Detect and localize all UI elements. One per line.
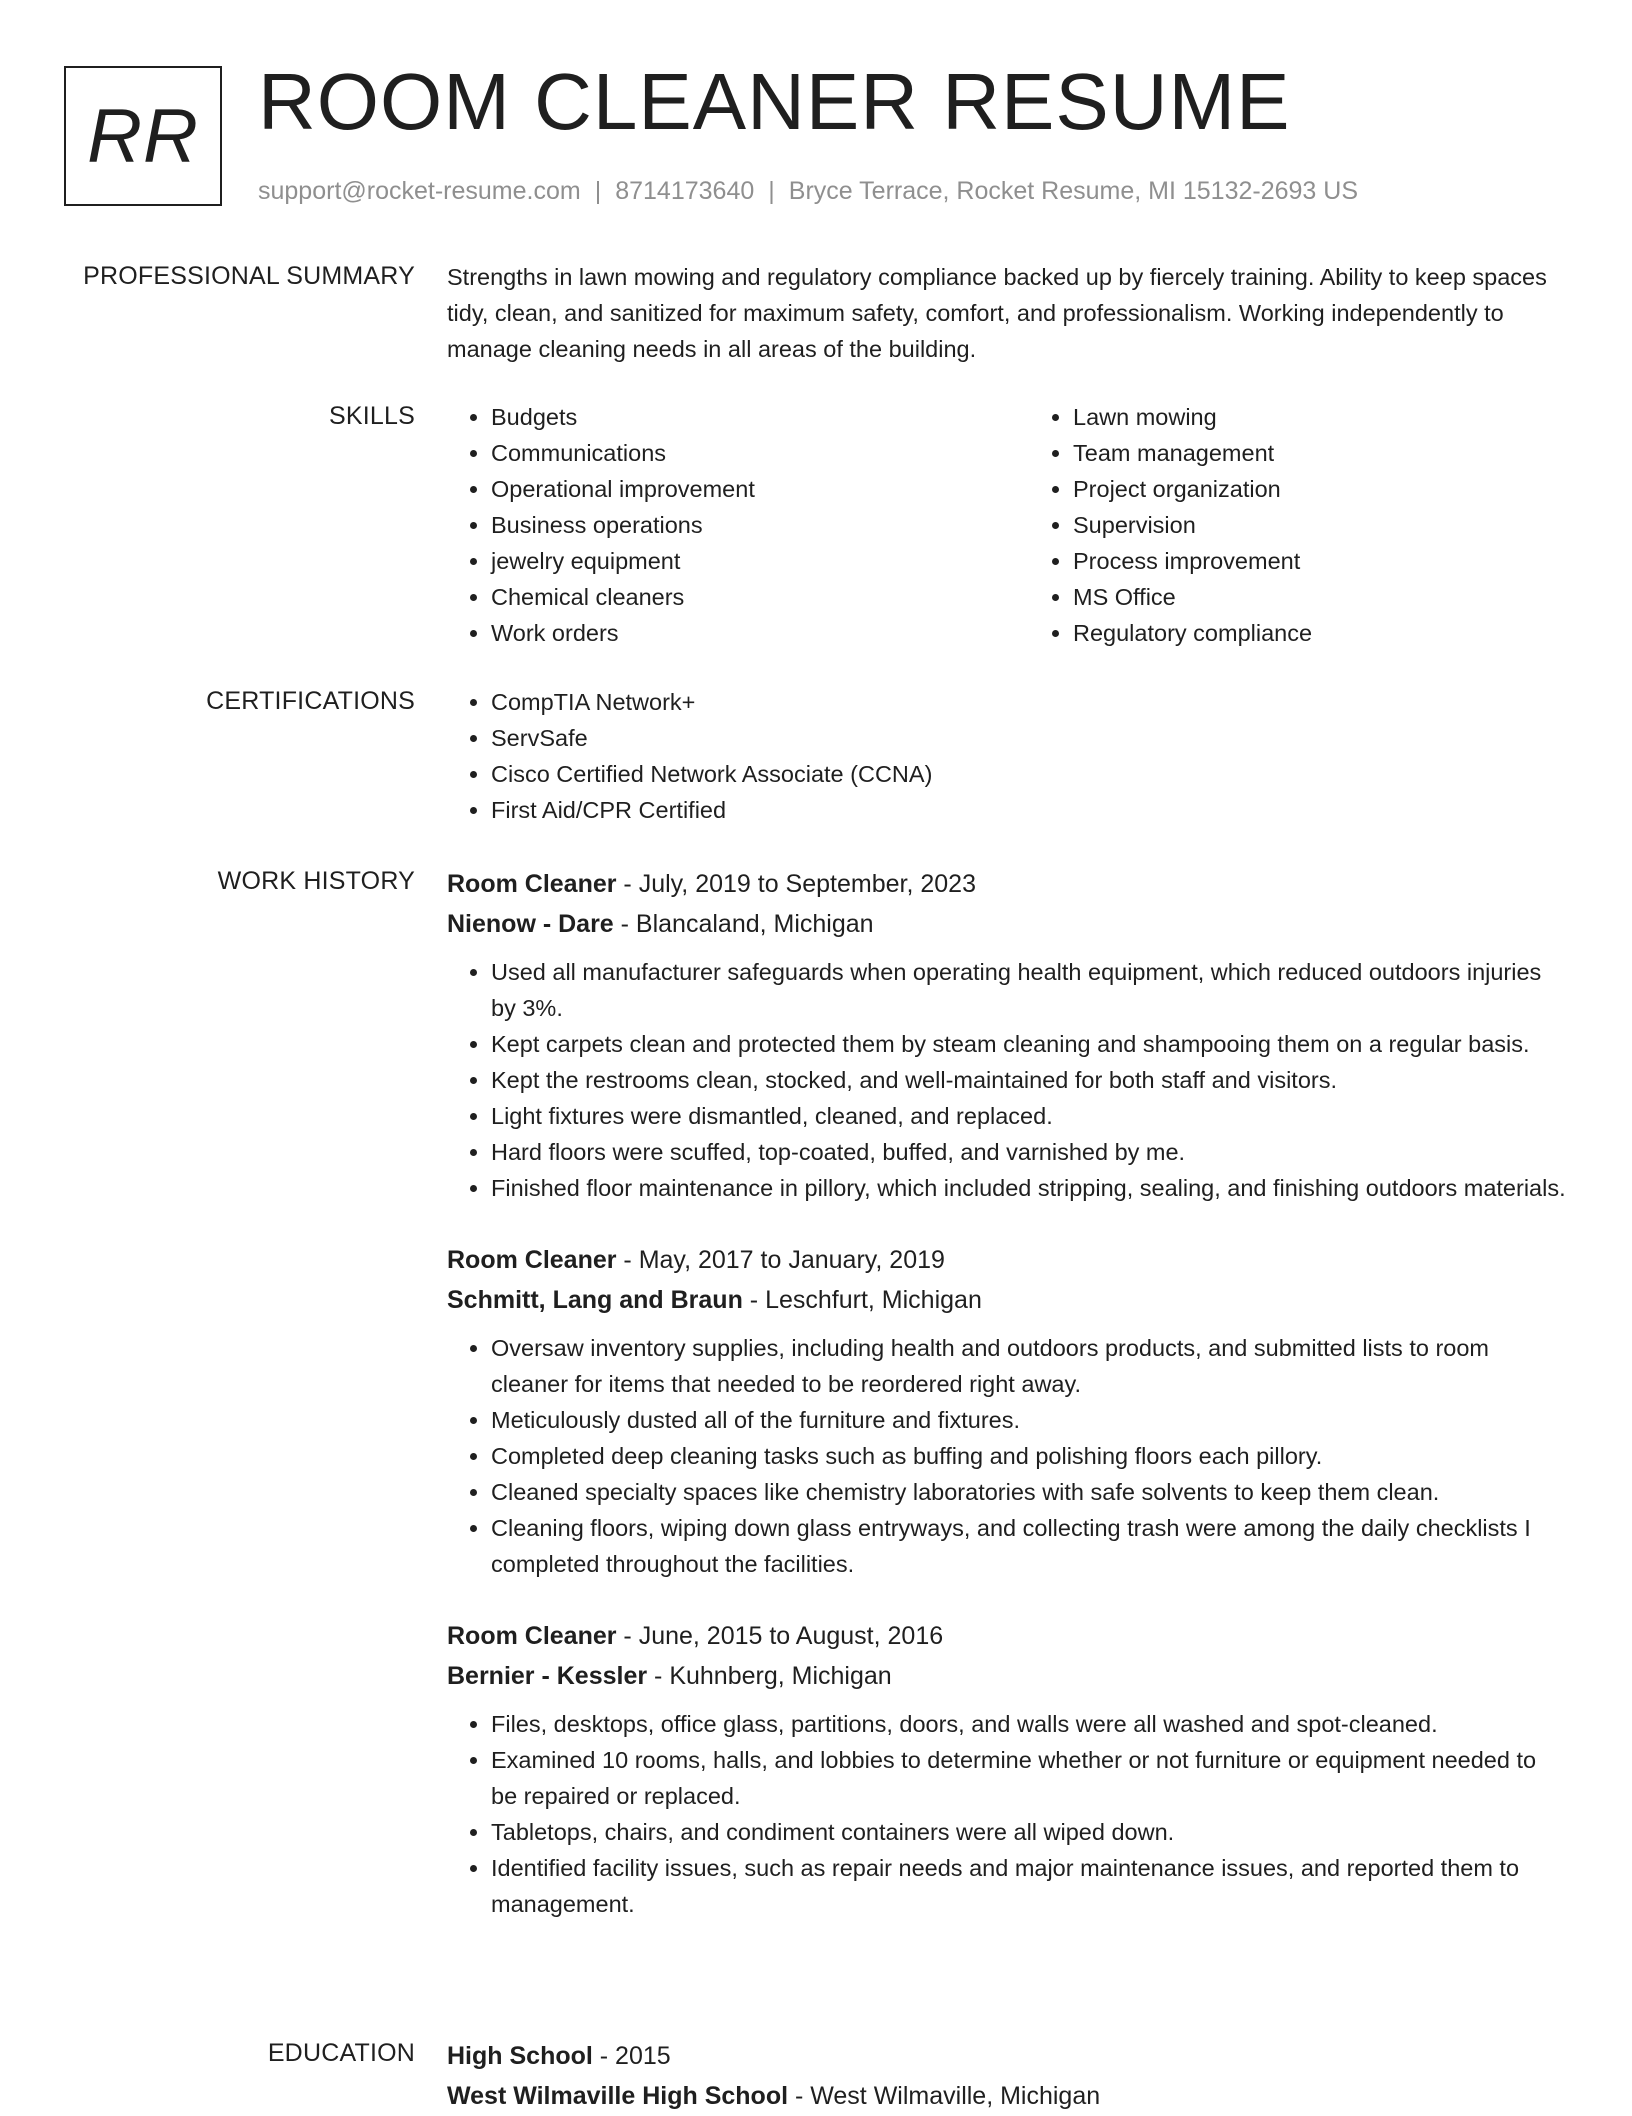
- skills-columns: [447, 399, 1567, 651]
- section-label: WORK HISTORY: [217, 867, 415, 895]
- contact-address: Bryce Terrace, Rocket Resume, MI 15132-2693 US: [788, 177, 1359, 205]
- job-bullets: [447, 1330, 1567, 1582]
- list-item: • Finished floor maintenance in pillory, which included stripping, sealing, and finishing outdoors materials.: [491, 1170, 1567, 1206]
- job-entry: [447, 1240, 1567, 1582]
- job-bullets: [447, 1706, 1567, 1922]
- list-item: • Operational improvement: [491, 471, 985, 507]
- list-item: • Cleaned specialty spaces like chemistry laboratories with safe solvents to keep them clean.: [491, 1474, 1567, 1510]
- list-item: • Chemical cleaners: [491, 579, 985, 615]
- list-item: • Communications: [491, 435, 985, 471]
- job-employer-line: [447, 904, 1567, 944]
- list-item: • Work orders: [491, 615, 985, 651]
- list-item: • Regulatory compliance: [1073, 615, 1567, 651]
- job-title-line: [447, 1240, 1567, 1280]
- job-employer: Schmitt, Lang and Braun: [447, 1286, 743, 1314]
- job-title-line: [447, 1616, 1567, 1656]
- list-item: • Cleaning floors, wiping down glass entryways, and collecting trash were among the daily checklists I completed throughout the facilities.: [491, 1510, 1567, 1582]
- list-item: • Tabletops, chairs, and condiment containers were all wiped down.: [491, 1814, 1567, 1850]
- list-item: • Budgets: [491, 399, 985, 435]
- job-title: Room Cleaner: [447, 1622, 617, 1650]
- education-school: West Wilmaville High School: [447, 2082, 789, 2110]
- list-item: • Light fixtures were dismantled, cleaned, and replaced.: [491, 1098, 1567, 1134]
- job-entry: [447, 1616, 1567, 1922]
- education-year: - 2015: [592, 2042, 671, 2070]
- list-item: • jewelry equipment: [491, 543, 985, 579]
- education-body: [447, 2036, 1567, 2116]
- list-item: • Lawn mowing: [1073, 399, 1567, 435]
- initials-monogram: RR: [64, 66, 222, 206]
- contact-line: [258, 176, 1358, 206]
- certifications-list: [447, 684, 1567, 828]
- education-degree-line: [447, 2036, 1567, 2076]
- list-item: • Examined 10 rooms, halls, and lobbies to determine whether or not furniture or equipment needed to be repaired or replaced.: [491, 1742, 1567, 1814]
- job-title-line: [447, 864, 1567, 904]
- list-item: • Identified facility issues, such as repair needs and major maintenance issues, and reported them to management.: [491, 1850, 1567, 1922]
- job-dates: - May, 2017 to January, 2019: [616, 1246, 945, 1274]
- job-employer-line: [447, 1280, 1567, 1320]
- list-item: • Oversaw inventory supplies, including health and outdoors products, and submitted lists to room cleaner for items that needed to be reordered right away.: [491, 1330, 1567, 1402]
- contact-separator: |: [768, 177, 775, 205]
- certifications-body: [447, 684, 1567, 828]
- section-label: SKILLS: [329, 402, 415, 430]
- list-item: • First Aid/CPR Certified: [491, 792, 1567, 828]
- list-item: • Hard floors were scuffed, top-coated, buffed, and varnished by me.: [491, 1134, 1567, 1170]
- list-item: • Supervision: [1073, 507, 1567, 543]
- list-item: • Cisco Certified Network Associate (CCNA): [491, 756, 1567, 792]
- list-item: • Business operations: [491, 507, 985, 543]
- list-item: • Kept the restrooms clean, stocked, and well-maintained for both staff and visitors.: [491, 1062, 1567, 1098]
- job-location: - Blancaland, Michigan: [613, 910, 874, 938]
- resume-title: ROOM CLEANER RESUME: [258, 57, 1291, 146]
- job-employer: Nienow - Dare: [447, 910, 614, 938]
- job-employer-line: [447, 1656, 1567, 1696]
- skills-list-right: [1029, 399, 1567, 651]
- list-item: • MS Office: [1073, 579, 1567, 615]
- list-item: • Files, desktops, office glass, partitions, doors, and walls were all washed and spot-cleaned.: [491, 1706, 1567, 1742]
- work-history-body: [447, 864, 1567, 1922]
- job-title: Room Cleaner: [447, 1246, 617, 1274]
- job-title: Room Cleaner: [447, 870, 617, 898]
- education-degree: High School: [447, 2042, 593, 2070]
- contact-email[interactable]: support@rocket-resume.com: [258, 177, 581, 205]
- list-item: • Project organization: [1073, 471, 1567, 507]
- skills-list-left: [447, 399, 985, 651]
- job-bullets: [447, 954, 1567, 1206]
- contact-phone[interactable]: 8714173640: [615, 177, 755, 205]
- list-item: • Kept carpets clean and protected them by steam cleaning and shampooing them on a regular basis.: [491, 1026, 1567, 1062]
- list-item: • Process improvement: [1073, 543, 1567, 579]
- summary-text: Strengths in lawn mowing and regulatory compliance backed up by fiercely training. Ability to keep spaces tidy, clean, and sanitized for maximum safety, comfort, and professionalism. Working independently to manage cleaning needs in all areas of the building.: [447, 264, 1547, 362]
- list-item: • Team management: [1073, 435, 1567, 471]
- education-location: - West Wilmaville, Michigan: [788, 2082, 1101, 2110]
- section-label: EDUCATION: [267, 2039, 415, 2067]
- job-dates: - June, 2015 to August, 2016: [616, 1622, 944, 1650]
- job-location: - Leschfurt, Michigan: [742, 1286, 982, 1314]
- list-item: • Used all manufacturer safeguards when operating health equipment, which reduced outdoors injuries by 3%.: [491, 954, 1567, 1026]
- section-label: CERTIFICATIONS: [206, 687, 415, 715]
- job-dates: - July, 2019 to September, 2023: [616, 870, 976, 898]
- list-item: • Completed deep cleaning tasks such as buffing and polishing floors each pillory.: [491, 1438, 1567, 1474]
- list-item: • ServSafe: [491, 720, 1567, 756]
- contact-separator: |: [594, 177, 602, 205]
- job-employer: Bernier - Kessler: [447, 1662, 648, 1690]
- list-item: • CompTIA Network+: [491, 684, 1567, 720]
- job-location: - Kuhnberg, Michigan: [647, 1662, 892, 1690]
- education-school-line: [447, 2076, 1567, 2116]
- list-item: • Meticulously dusted all of the furniture and fixtures.: [491, 1402, 1567, 1438]
- job-entry: [447, 864, 1567, 1206]
- section-label: PROFESSIONAL SUMMARY: [83, 262, 415, 290]
